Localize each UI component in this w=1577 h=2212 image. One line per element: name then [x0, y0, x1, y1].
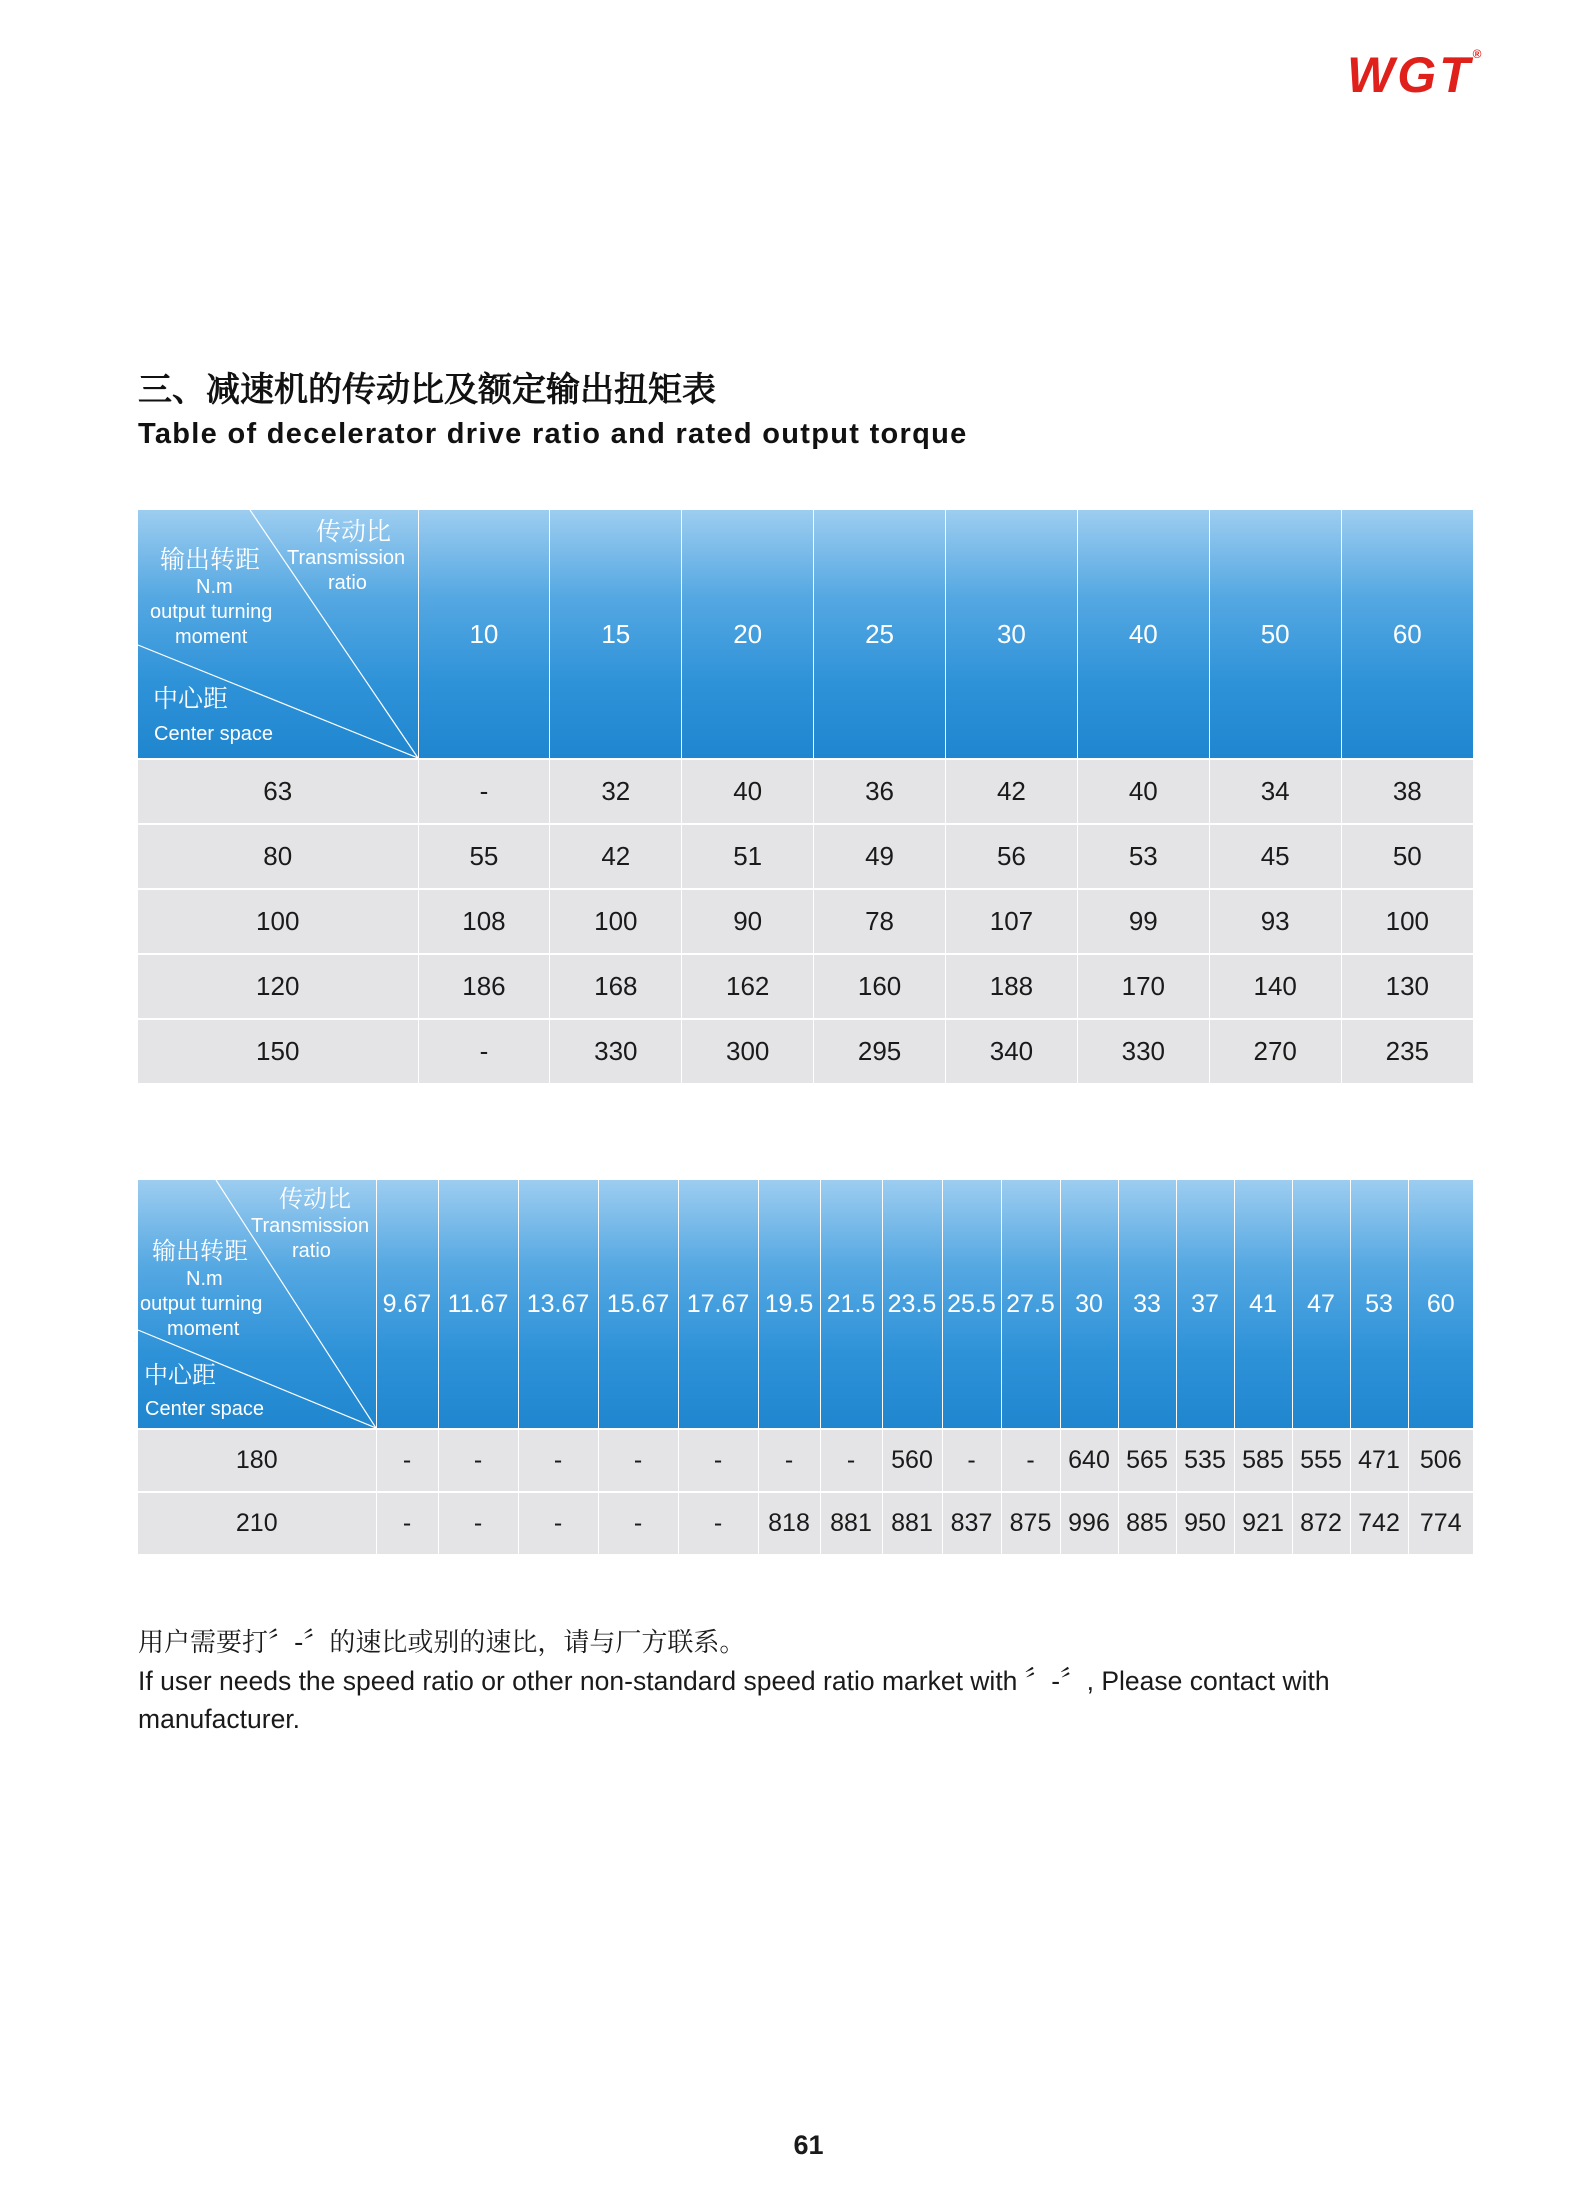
torque-cell: 188: [946, 954, 1078, 1019]
torque-cell: -: [438, 1429, 518, 1492]
torque-unit: N.m: [186, 1268, 223, 1290]
torque-cell: 99: [1077, 889, 1209, 954]
ratio-header: 25: [814, 510, 946, 759]
torque-label-cn: 输出转距: [160, 545, 261, 574]
ratio-header: 30: [1060, 1180, 1118, 1429]
torque-cell: 107: [946, 889, 1078, 954]
table-row: [138, 824, 1473, 889]
center-label-en: Center space: [145, 1398, 264, 1420]
torque-cell: 186: [418, 954, 550, 1019]
table-row: [138, 1492, 1473, 1554]
table-row: [138, 1429, 1473, 1492]
ratio-label-cn: 传动比: [316, 517, 392, 546]
page-title-en: Table of decelerator drive ratio and rated output torque: [138, 418, 968, 450]
torque-cell: 162: [682, 954, 814, 1019]
ratio-header: 10: [418, 510, 550, 759]
note-en: If user needs the speed ratio or other non-standard speed ratio market with 〞-〞, Please contact with manufacturer.: [138, 1666, 1330, 1734]
torque-cell: 885: [1118, 1492, 1176, 1554]
ratio-header: 20: [682, 510, 814, 759]
torque-cell: -: [598, 1492, 678, 1554]
table-corner-header: [138, 1180, 376, 1429]
torque-cell: -: [820, 1429, 882, 1492]
torque-cell: 55: [418, 824, 550, 889]
table-row: [138, 1019, 1473, 1083]
torque-label-en-2: moment: [175, 626, 248, 648]
ratio-header: 53: [1350, 1180, 1408, 1429]
torque-cell: 881: [820, 1492, 882, 1554]
torque-cell: -: [418, 759, 550, 824]
ratio-header: 60: [1341, 510, 1473, 759]
torque-cell: 565: [1118, 1429, 1176, 1492]
ratio-header: 23.5: [882, 1180, 942, 1429]
ratio-label-en-1: Transmission: [251, 1215, 370, 1237]
ratio-header: 47: [1292, 1180, 1350, 1429]
table-row: [138, 954, 1473, 1019]
ratio-header: 19.5: [758, 1180, 820, 1429]
torque-cell: 818: [758, 1492, 820, 1554]
torque-cell: -: [678, 1429, 758, 1492]
torque-cell: 42: [550, 824, 682, 889]
ratio-header: 33: [1118, 1180, 1176, 1429]
torque-cell: 45: [1209, 824, 1341, 889]
torque-cell: 330: [1077, 1019, 1209, 1083]
torque-cell: 950: [1176, 1492, 1234, 1554]
torque-cell: 300: [682, 1019, 814, 1083]
torque-cell: -: [438, 1492, 518, 1554]
torque-cell: 996: [1060, 1492, 1118, 1554]
torque-cell: 56: [946, 824, 1078, 889]
ratio-label-cn: 传动比: [279, 1185, 351, 1213]
table-row: [138, 759, 1473, 824]
torque-cell: -: [1001, 1429, 1060, 1492]
torque-cell: 160: [814, 954, 946, 1019]
ratio-header: 50: [1209, 510, 1341, 759]
torque-cell: 742: [1350, 1492, 1408, 1554]
center-label-cn: 中心距: [144, 1361, 216, 1389]
ratio-header: 37: [1176, 1180, 1234, 1429]
torque-cell: 108: [418, 889, 550, 954]
torque-cell: -: [598, 1429, 678, 1492]
ratio-header: 15: [550, 510, 682, 759]
torque-label-en-1: output turning: [140, 1293, 263, 1315]
torque-cell: 42: [946, 759, 1078, 824]
torque-cell: 875: [1001, 1492, 1060, 1554]
torque-cell: 90: [682, 889, 814, 954]
ratio-header: 15.67: [598, 1180, 678, 1429]
torque-label-en-2: moment: [167, 1318, 240, 1340]
torque-cell: 170: [1077, 954, 1209, 1019]
ratio-header: 41: [1234, 1180, 1292, 1429]
torque-cell: -: [376, 1429, 438, 1492]
torque-cell: -: [678, 1492, 758, 1554]
center-space-cell: 120: [138, 954, 418, 1019]
torque-cell: 49: [814, 824, 946, 889]
torque-cell: 50: [1341, 824, 1473, 889]
torque-cell: 471: [1350, 1429, 1408, 1492]
torque-cell: -: [518, 1492, 598, 1554]
torque-cell: -: [758, 1429, 820, 1492]
ratio-header: 60: [1408, 1180, 1473, 1429]
torque-cell: 40: [682, 759, 814, 824]
torque-cell: 330: [550, 1019, 682, 1083]
ratio-header: 13.67: [518, 1180, 598, 1429]
torque-cell: 270: [1209, 1019, 1341, 1083]
ratio-header: 25.5: [942, 1180, 1001, 1429]
ratio-header: 21.5: [820, 1180, 882, 1429]
center-space-cell: 150: [138, 1019, 418, 1083]
center-space-cell: 80: [138, 824, 418, 889]
ratio-header: 11.67: [438, 1180, 518, 1429]
torque-cell: 36: [814, 759, 946, 824]
torque-cell: -: [418, 1019, 550, 1083]
ratio-label-en-1: Transmission: [287, 547, 406, 569]
table-row: [138, 889, 1473, 954]
torque-cell: 506: [1408, 1429, 1473, 1492]
torque-cell: -: [942, 1429, 1001, 1492]
torque-cell: 640: [1060, 1429, 1118, 1492]
ratio-header: 17.67: [678, 1180, 758, 1429]
center-space-cell: 63: [138, 759, 418, 824]
torque-cell: 235: [1341, 1019, 1473, 1083]
torque-cell: 34: [1209, 759, 1341, 824]
torque-cell: 881: [882, 1492, 942, 1554]
torque-cell: 38: [1341, 759, 1473, 824]
torque-cell: 100: [1341, 889, 1473, 954]
torque-cell: 295: [814, 1019, 946, 1083]
torque-cell: 340: [946, 1019, 1078, 1083]
ratio-header: 40: [1077, 510, 1209, 759]
torque-cell: -: [518, 1429, 598, 1492]
page-title-cn: 三、减速机的传动比及额定输出扭矩表: [138, 370, 716, 410]
torque-cell: 100: [550, 889, 682, 954]
center-space-cell: 180: [138, 1429, 376, 1492]
torque-cell: 837: [942, 1492, 1001, 1554]
torque-label-en-1: output turning: [150, 601, 273, 623]
center-space-cell: 210: [138, 1492, 376, 1554]
ratio-header: 27.5: [1001, 1180, 1060, 1429]
ratio-header: 30: [946, 510, 1078, 759]
torque-cell: 78: [814, 889, 946, 954]
note-cn: 用户需要打〞-〞的速比或别的速比，请与厂方联系。: [138, 1628, 746, 1658]
center-label-en: Center space: [154, 723, 273, 745]
torque-cell: 130: [1341, 954, 1473, 1019]
torque-cell: 872: [1292, 1492, 1350, 1554]
ratio-label-en-2: ratio: [292, 1240, 331, 1262]
torque-cell: 93: [1209, 889, 1341, 954]
torque-cell: 535: [1176, 1429, 1234, 1492]
ratio-header: 9.67: [376, 1180, 438, 1429]
torque-cell: 51: [682, 824, 814, 889]
torque-table-1: [138, 510, 1473, 1083]
torque-cell: -: [376, 1492, 438, 1554]
torque-table-2: [138, 1180, 1473, 1554]
torque-unit: N.m: [196, 576, 233, 598]
wgt-logo: WGT®: [1347, 47, 1485, 103]
center-space-cell: 100: [138, 889, 418, 954]
table-corner-header: [138, 510, 418, 759]
torque-cell: 140: [1209, 954, 1341, 1019]
torque-cell: 168: [550, 954, 682, 1019]
torque-cell: 921: [1234, 1492, 1292, 1554]
torque-cell: 560: [882, 1429, 942, 1492]
torque-label-cn: 输出转距: [152, 1237, 248, 1265]
torque-cell: 32: [550, 759, 682, 824]
torque-cell: 585: [1234, 1429, 1292, 1492]
torque-cell: 555: [1292, 1429, 1350, 1492]
center-label-cn: 中心距: [153, 684, 229, 713]
ratio-label-en-2: ratio: [328, 572, 367, 594]
torque-cell: 40: [1077, 759, 1209, 824]
torque-cell: 53: [1077, 824, 1209, 889]
page-number: 61: [793, 2130, 824, 2160]
torque-cell: 774: [1408, 1492, 1473, 1554]
